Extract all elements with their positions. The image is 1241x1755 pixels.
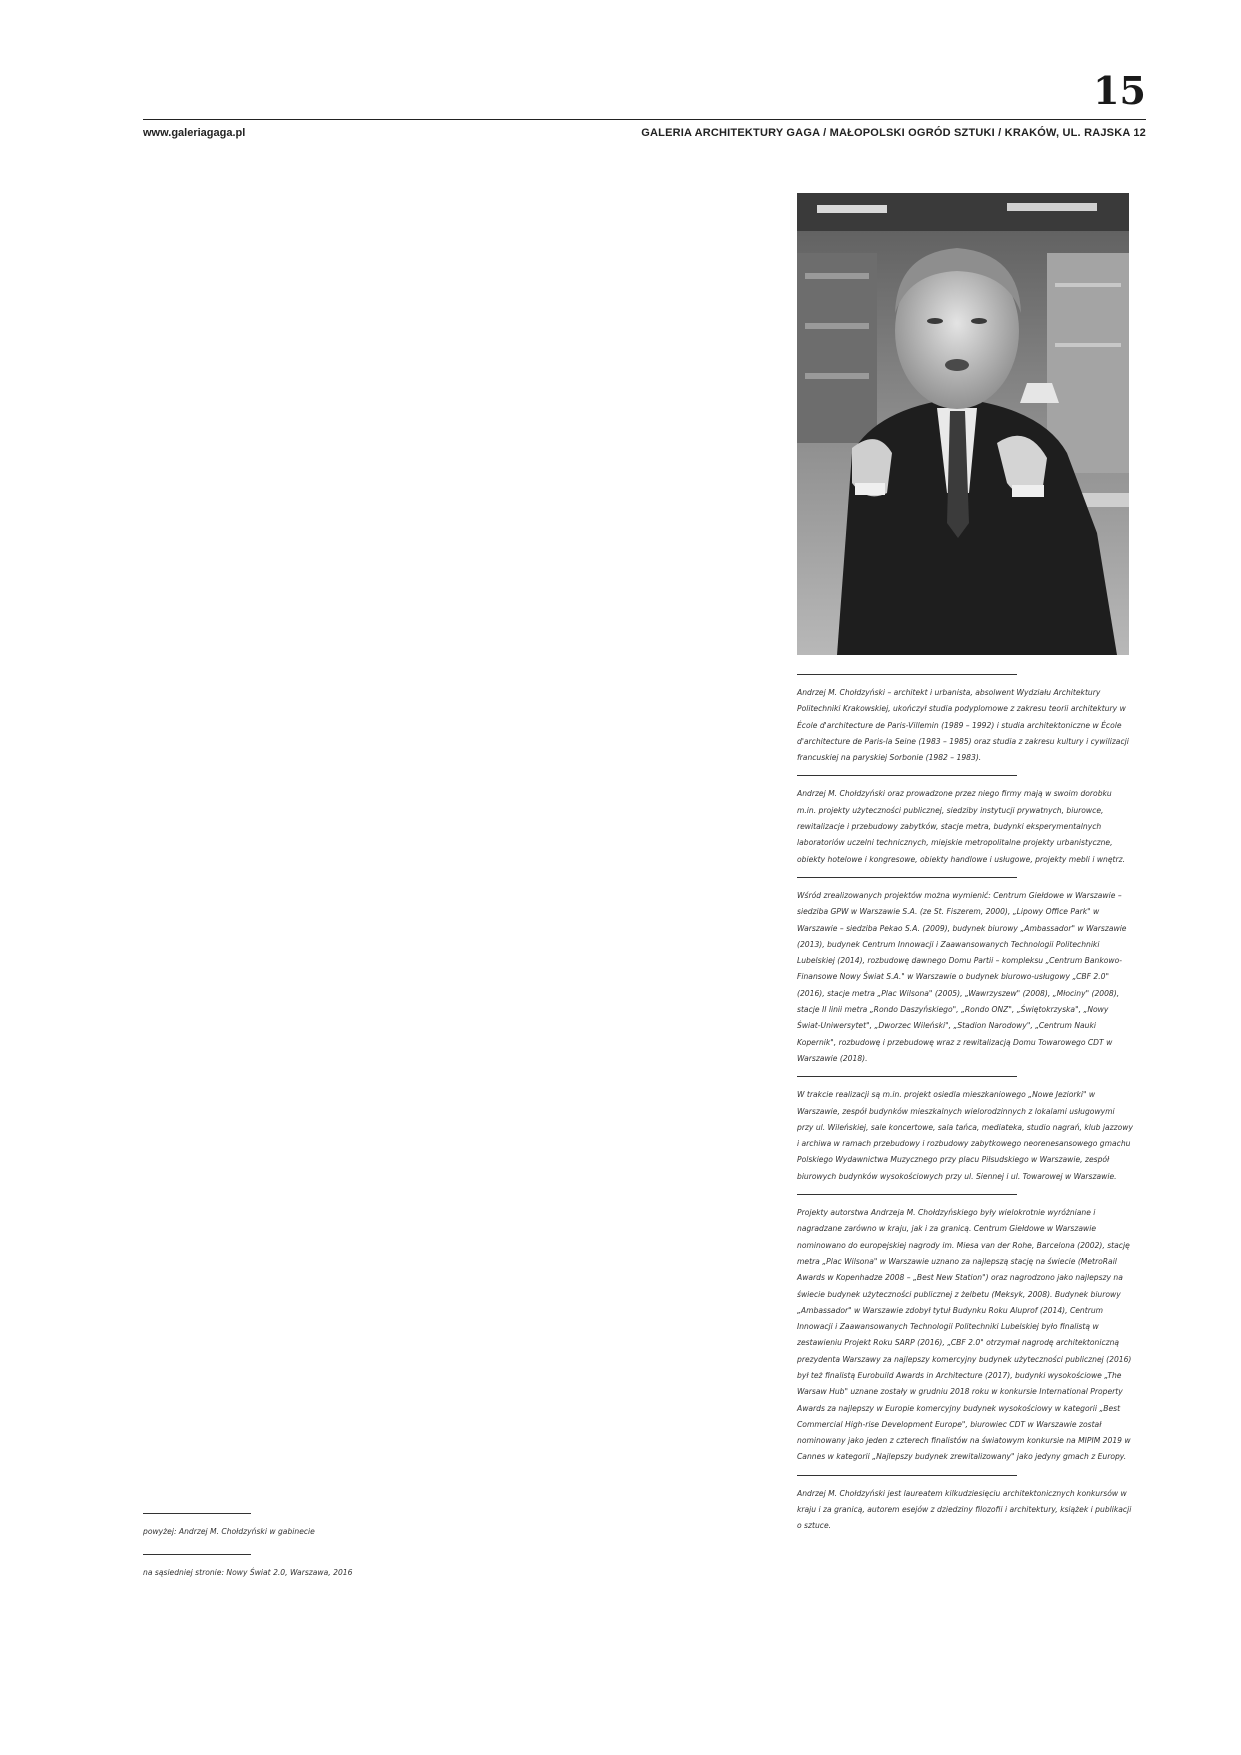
section-divider	[797, 1475, 1017, 1476]
caption-divider	[143, 1513, 251, 1514]
portrait-photo	[797, 193, 1129, 655]
page-number: 15	[1093, 68, 1146, 113]
venue-header: GALERIA ARCHITEKTURY GAGA / MAŁOPOLSKI OGRÓD SZTUKI / KRAKÓW, UL. RAJSKA 12	[641, 127, 1146, 139]
bio-paragraph-portfolio: Andrzej M. Chołdzyński oraz prowadzone przez niego firmy mają w swoim dorobku m.in. projekty użyteczności publicznej, siedziby instytucji prywatnych, biurowce, rewitalizacje i przebudowy zabytków, stacje metra, budynki eksperymentalnych laboratoriów uczelni technicznych, miejskie metropolitalne projekty urbanistyczne, obiekty hotelowe i kongresowe, obiekty handlowe i usługowe, projekty mebli i wnętrz.	[797, 789, 1126, 864]
bio-paragraph-education: Andrzej M. Chołdzyński – architekt i urbanista, absolwent Wydziału Architektury Politechniki Krakowskiej, ukończył studia podyplomowe z zakresu teorii architektury w École d'architecture de Paris-Villemin (1989 – 1992) i studia architektoniczne w École d'architecture de Paris-la Seine (1983 – 1985) oraz studia z zakresu kultury i cywilizacji francuskiej na paryskiej Sorbonie (1982 – 1983).	[797, 688, 1129, 763]
website-link[interactable]: www.galeriagaga.pl	[143, 127, 246, 139]
biography-column	[797, 674, 1133, 1535]
section-divider	[797, 674, 1017, 675]
bio-paragraph-realized-projects: Wśród zrealizowanych projektów można wymienić: Centrum Giełdowe w Warszawie – siedziba GPW w Warszawie S.A. (ze St. Fiszerem, 2000), „Lipowy Office Park" w Warszawie – siedziba Pekao S.A. (2009), budynek biurowy „Ambassador" w Warszawie (2013), budynek Centrum Innowacji i Zaawansowanych Technologii Politechniki Lubelskiej (2014), rozbudowę dawnego Domu Partii – kompleksu „Centrum Bankowo-Finansowe Nowy Świat S.A." w Warszawie o budynek biurowo-usługowy „CBF 2.0" (2016), stacje metra „Plac Wilsona" (2005), „Wawrzyszew" (2008), „Młociny" (2008), stacje II linii metra „Rondo Daszyńskiego", „Rondo ONZ", „Świętokrzyska", „Nowy Świat-Uniwersytet", „Dworzec Wileński", „Stadion Narodowy", „Centrum Nauki Kopernik", rozbudowę i przebudowę wraz z rewitalizacją Domu Towarowego CDT w Warszawie (2018).	[797, 890, 1127, 1063]
photo-captions	[143, 1513, 403, 1582]
bio-paragraph-competitions: Andrzej M. Chołdzyński jest laureatem kilkudziesięciu architektonicznych konkursów w kraju i za granicą, autorem esejów z dziedziny filozofii i architektury, książek i publikacji o sztuce.	[797, 1488, 1132, 1531]
bio-paragraph-awards: Projekty autorstwa Andrzeja M. Chołdzyńskiego były wielokrotnie wyróżniane i nagradzane zarówno w kraju, jak i za granicą. Centrum Giełdowe w Warszawie nominowano do europejskiej nagrody im. Miesa van der Rohe, Barcelona (2002), stację metra „Plac Wilsona" w Warszawie uznano za najlepszą stację na świecie (MetroRail Awards w Kopenhadze 2008 – „Best New Station") oraz nagrodzono jako najlepszy na świecie budynek użyteczności publicznej z żelbetu (Meksyk, 2008). Budynek biurowy „Ambassador" w Warszawie zdobył tytuł Budynku Roku Aluprof (2014), Centrum Innowacji i Zaawansowanych Technologii Politechniki Lubelskiej było finalistą w zestawieniu Projekt Roku SARP (2016), „CBF 2.0" otrzymał nagrodę architektoniczną prezydenta Warszawy za najlepszy komercyjny budynek użyteczności publicznej (2016) był też finalistą Eurobuild Awards in Architecture (2017), budynki wysokościowe „The Warsaw Hub" uznane zostały w grudniu 2018 roku w konkursie International Property Awards za najlepszy w Europie komercyjny budynek wysokościowy w kategorii „Best Commercial High-rise Development Europe", biurowiec CDT w Warszawie został nominowany jako jeden z czterech finalistów na światowym konkursie na MIPIM 2019 w Cannes w kategorii „Najlepszy budynek zrewitalizowany" jako jedyny gmach z Europy.	[797, 1208, 1132, 1462]
section-divider	[797, 1194, 1017, 1195]
section-divider	[797, 1076, 1017, 1077]
bio-paragraph-ongoing-projects: W trakcie realizacji są m.in. projekt osiedla mieszkaniowego „Nowe Jeziorki" w Warszawie, zespół budynków mieszkalnych wielorodzinnych z lokalami usługowymi przy ul. Wileńskiej, sale koncertowe, sala tańca, mediateka, studio nagrań, klub jazzowy i archiwa w ramach przebudowy i rozbudowy zabytkowego neorenesansowego gmachu Polskiego Wydawnictwa Muzycznego przy placu Piłsudskiego w Warszawie, zespół biurowych budynków wysokościowych przy ul. Siennej i ul. Towarowej w Warszawie.	[797, 1090, 1133, 1181]
caption-above: powyżej: Andrzej M. Chołdzyński w gabinecie	[143, 1527, 315, 1536]
caption-divider	[143, 1554, 251, 1555]
section-divider	[797, 877, 1017, 878]
section-divider	[797, 775, 1017, 776]
header-rule	[143, 119, 1146, 120]
caption-next-page: na sąsiedniej stronie: Nowy Świat 2.0, Warszawa, 2016	[143, 1568, 353, 1578]
